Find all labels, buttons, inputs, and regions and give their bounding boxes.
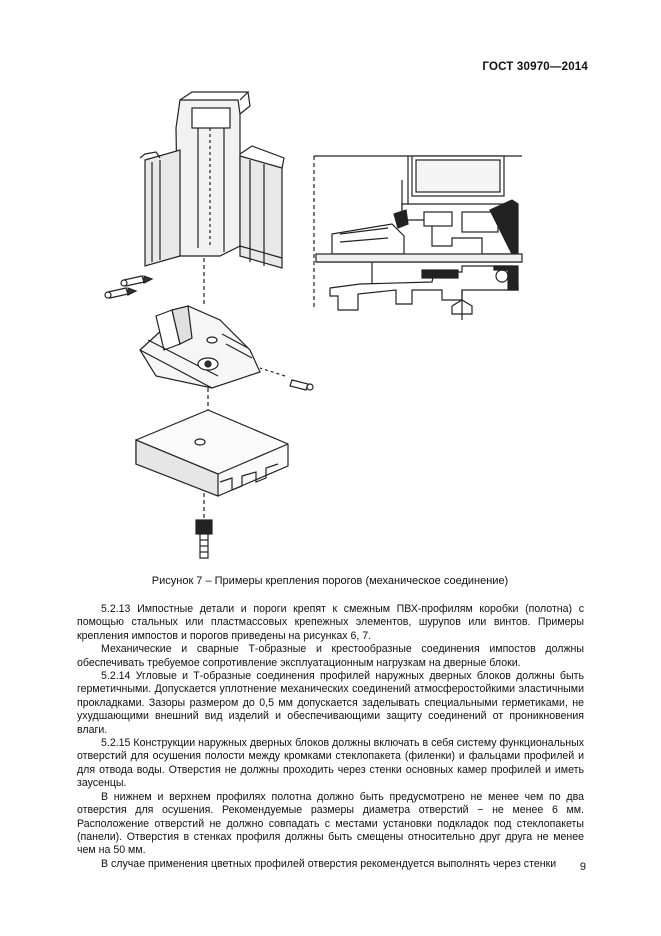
paragraph-colored-profiles: В случае применения цветных профилей отверстия рекомендуется выполнять через стенки xyxy=(101,857,557,870)
body-text xyxy=(77,603,584,871)
paragraph-5-2-15: 5.2.15 Конструкции наружных дверных блоков должны включать в себя систему функциональных отверстий для осушения полости между кромками стеклопакета (филенки) и фальцами профилей и для отвода воды. Отверстия не должны проходить через стенки основных камер профилей и иметь заусенцы. xyxy=(77,737,584,790)
page-number: 9 xyxy=(579,861,586,873)
threshold-cross-section-drawing xyxy=(312,150,542,330)
paragraph-drain-holes: В нижнем и верхнем профилях полотна должно быть предусмотрено не менее чем по два отверстия для осушения. Рекомендуемые размеры диаметра отверстий − не менее 6 мм. Расположение отверстий не должно совпадать с местами установки подкладок под стеклопакеты (панели). Отверстия в стенках профиля должны быть смещены относительно друг друга не менее чем на 50 мм. xyxy=(77,790,584,857)
paragraph-impost-joints: Механические и сварные Т-образные и крестообразные соединения импостов должны обеспечивать требуемое сопротивление эксплуатационным нагрузкам на дверные блоки. xyxy=(77,643,584,669)
paragraph-5-2-14: 5.2.14 Угловые и Т-образные соединения профилей наружных дверных блоков должны быть герметичными. Допускается уплотнение механических соединений атмосферостойкими эластичными прокладками. Зазоры размером до 0,5 мм допускается заделывать специальными герметиками, не ухудшающими внешний вид изделий и обеспечивающими защиту соединений от проникновения влаги. xyxy=(77,670,584,736)
document-code: ГОСТ 30970—2014 xyxy=(482,61,588,73)
paragraph-5-2-13: 5.2.13 Импостные детали и пороги крепят к смежным ПВХ-профилям коробки (полотна) с помощью стальных или пластмассовых крепежных элементов, шурупов или винтов. Примеры крепления импостов и порогов приведены на рисунках 6, 7. xyxy=(77,603,584,642)
exploded-threshold-assembly-drawing xyxy=(100,88,330,568)
figure-7 xyxy=(100,88,560,568)
figure-caption: Рисунок 7 – Примеры крепления порогов (механическое соединение) xyxy=(151,575,509,587)
